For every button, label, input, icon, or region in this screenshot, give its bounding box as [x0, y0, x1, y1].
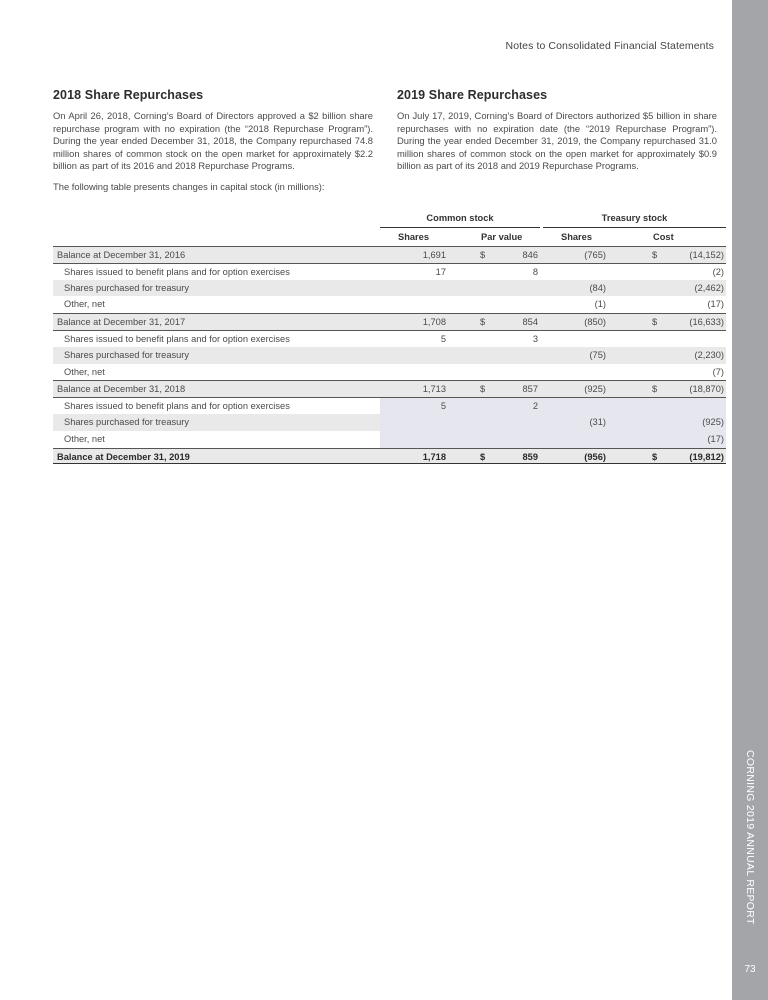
cell-treasury-shares: (765) [584, 250, 606, 260]
section-2018-share-repurchases [53, 88, 373, 194]
row-label: Shares purchased for treasury [64, 416, 190, 427]
group-header-common-stock: Common stock [380, 213, 540, 228]
table-row-balance-2018 [53, 380, 726, 397]
table-row [53, 330, 726, 347]
cell-par-value: 3 [532, 333, 538, 344]
section-title: 2018 Share Repurchases [53, 88, 204, 102]
column-header-row [53, 229, 726, 246]
cell-treasury-shares: (1) [594, 299, 606, 310]
row-label: Balance at December 31, 2018 [57, 384, 186, 395]
row-label: Other, net [64, 299, 105, 310]
cell-cost: (925) [702, 416, 724, 427]
cell-par-dollar: $ [480, 317, 486, 328]
cell-common-shares: 5 [440, 333, 446, 344]
cell-common-shares: 5 [440, 401, 446, 412]
row-label: Shares issued to benefit plans and for option exercises [64, 333, 290, 344]
section-body: On April 26, 2018, Corning’s Board of Directors approved a $2 billion share repurchase program with no expiration (the “2018 Repurchase Program”). During the year ended December 31, 2018, the Company repurchased 74.8 million shares of common stock on the open market for approximately $2.2 billion as part of its 2016 and 2018 Repurchase Programs. [53, 110, 373, 172]
cell-par-value: 857 [522, 384, 538, 395]
capital-stock-table [53, 213, 726, 464]
table-row-balance-2016 [53, 246, 726, 263]
cell-par-dollar: $ [480, 451, 486, 462]
cell-par-value: 859 [522, 451, 538, 462]
table-row [53, 347, 726, 364]
table-intro: The following table presents changes in capital stock (in millions): [53, 180, 325, 192]
row-label: Balance at December 31, 2019 [57, 451, 190, 462]
page-number: 73 [744, 964, 756, 975]
cell-par-value: 8 [532, 266, 538, 277]
table-row-balance-2017 [53, 313, 726, 330]
row-label: Balance at December 31, 2017 [57, 317, 186, 328]
report-title: CORNING 2019 ANNUAL REPORT [744, 750, 756, 925]
cell-common-shares: 1,691 [422, 250, 446, 260]
cell-cost: (16,633) [689, 317, 724, 328]
current-year-highlight [380, 431, 726, 448]
table-row [53, 263, 726, 280]
row-label: Shares purchased for treasury [64, 282, 190, 293]
cell-par-dollar: $ [480, 384, 486, 395]
cell-par-dollar: $ [480, 250, 486, 260]
column-header-par-value: Par value [481, 232, 523, 242]
report-title-vertical [733, 750, 767, 925]
row-label: Other, net [64, 366, 105, 377]
section-body: On July 17, 2019, Corning’s Board of Directors authorized $5 billion in share repurchases with no expiration date (the “2019 Repurchase Program”). During the year ended December 31, 2019, the Company repurchased 31.0 million shares of common stock on the open market for approximately $0.9 billion as part of its 2018 and 2019 Repurchase Programs. [397, 110, 717, 172]
cell-cost: (17) [707, 299, 724, 310]
cell-common-shares: 17 [435, 266, 446, 277]
row-label: Balance at December 31, 2016 [57, 250, 186, 260]
cell-common-shares: 1,713 [422, 384, 446, 395]
cell-treasury-shares: (31) [589, 416, 606, 427]
table-row [53, 397, 726, 414]
current-year-highlight [380, 398, 726, 414]
cell-treasury-shares: (956) [584, 451, 606, 462]
cell-cost-dollar: $ [652, 384, 658, 395]
table-row [53, 414, 726, 431]
row-label: Shares issued to benefit plans and for option exercises [64, 266, 290, 277]
cell-cost: (2) [712, 266, 724, 277]
cell-treasury-shares: (925) [584, 384, 606, 395]
column-header-common-shares: Shares [398, 232, 430, 242]
cell-treasury-shares: (850) [584, 317, 606, 328]
cell-cost: (7) [712, 366, 724, 377]
cell-common-shares: 1,718 [422, 451, 446, 462]
column-header-treasury-shares: Shares [561, 232, 593, 242]
current-year-highlight [380, 414, 726, 431]
cell-par-value: 846 [522, 250, 538, 260]
cell-cost-dollar: $ [652, 451, 658, 462]
table-row-balance-2019 [53, 448, 726, 465]
table-row [53, 364, 726, 381]
table-row [53, 280, 726, 297]
cell-cost: (14,152) [689, 250, 724, 260]
group-header-treasury-stock: Treasury stock [543, 213, 726, 228]
cell-par-value: 854 [522, 317, 538, 328]
cell-cost-dollar: $ [652, 250, 658, 260]
table-row [53, 431, 726, 448]
cell-cost: (18,870) [689, 384, 724, 395]
running-head: Notes to Consolidated Financial Statements [505, 40, 714, 52]
cell-par-value: 2 [532, 401, 538, 412]
cell-treasury-shares: (75) [589, 349, 606, 360]
cell-cost-dollar: $ [652, 317, 658, 328]
cell-treasury-shares: (84) [589, 282, 606, 293]
column-header-cost: Cost [653, 232, 674, 242]
row-label: Other, net [64, 433, 105, 444]
row-label: Shares purchased for treasury [64, 349, 190, 360]
cell-cost: (2,230) [694, 349, 724, 360]
table-row [53, 296, 726, 313]
cell-common-shares: 1,708 [422, 317, 446, 328]
section-title: 2019 Share Repurchases [397, 88, 548, 102]
cell-cost: (2,462) [694, 282, 724, 293]
cell-cost: (17) [707, 433, 724, 444]
group-header-row [53, 213, 726, 229]
cell-cost: (19,812) [689, 451, 724, 462]
row-label: Shares issued to benefit plans and for option exercises [64, 401, 290, 412]
section-2019-share-repurchases [397, 88, 717, 173]
